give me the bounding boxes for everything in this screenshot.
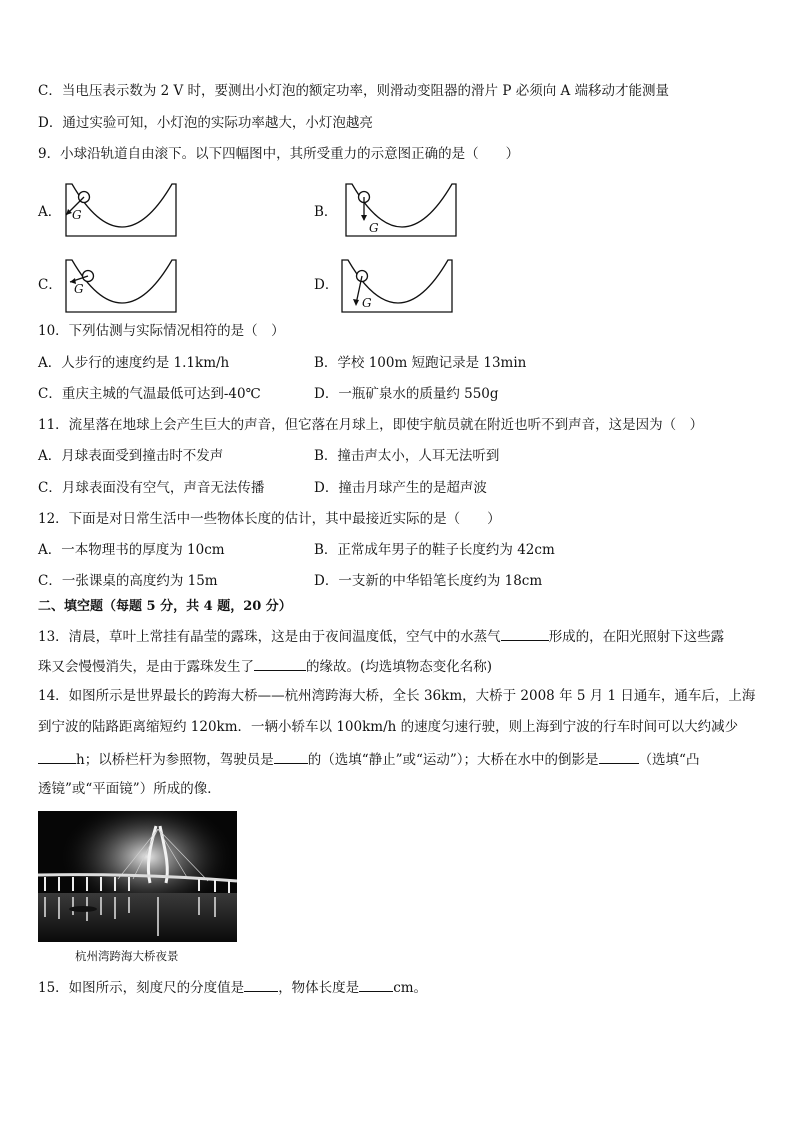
q10-option-b: B．学校 100m 短跑记录是 13min bbox=[314, 355, 527, 371]
q9-g-label-a: G bbox=[72, 208, 82, 222]
q13-text-2b: 的缘故。(均选填物态变化名称) bbox=[306, 659, 493, 675]
q8-option-d: D．通过实验可知，小灯泡的实际功率越大，小灯泡越亮 bbox=[38, 115, 373, 131]
q14-blank-3 bbox=[599, 749, 639, 764]
q14-text-3c: （选填“凸 bbox=[638, 752, 700, 768]
q15-text-a: 15．如图所示，刻度尺的分度值是 bbox=[38, 980, 245, 996]
q8-option-c: C．当电压表示数为 2 V 时，要测出小灯泡的额定功率，则滑动变阻器的滑片 P 必须向 A 端移动才能测量 bbox=[38, 83, 670, 99]
q14-blank-2 bbox=[274, 749, 308, 764]
q14-blank-1 bbox=[38, 749, 76, 764]
bridge-photo-caption: 杭州湾跨海大桥夜景 bbox=[75, 949, 179, 963]
q15-text-c: cm。 bbox=[393, 980, 428, 996]
q9-label-b: B． bbox=[314, 204, 338, 220]
q11-stem: 11．流星落在地球上会产生巨大的声音，但它落在月球上，即使宇航员就在附近也听不到声音，这是因为（ ） bbox=[38, 417, 704, 433]
q12-option-b: B．正常成年男子的鞋子长度约为 42cm bbox=[314, 542, 555, 558]
q9-g-label-b: G bbox=[369, 221, 379, 235]
q9-label-d: D． bbox=[314, 277, 339, 293]
q14-text-3a: h；以桥栏杆为参照物，驾驶员是 bbox=[76, 752, 274, 768]
q11-option-b: B．撞击声太小，人耳无法听到 bbox=[314, 448, 500, 464]
q10-stem: 10．下列估测与实际情况相符的是（ ） bbox=[38, 323, 285, 339]
section-title: 二、填空题（每题 5 分，共 4 题，20 分） bbox=[38, 599, 292, 614]
q15-text-b: ，物体长度是 bbox=[278, 980, 360, 996]
q13-blank-1 bbox=[501, 626, 549, 641]
q12-option-d: D．一支新的中华铅笔长度约为 18cm bbox=[314, 573, 543, 589]
q13-text-2a: 珠又会慢慢消失，是由于露珠发生了 bbox=[38, 659, 254, 675]
q9-g-label-d: G bbox=[362, 296, 372, 310]
q11-option-a: A．月球表面受到撞击时不发声 bbox=[38, 448, 224, 464]
q14-text-2: 到宁波的陆路距离缩短约 120km．一辆小轿车以 100km/h 的速度匀速行驶，则上海到宁波的行车时间可以大约减少 bbox=[38, 719, 739, 735]
bridge-night-photo bbox=[38, 811, 237, 942]
q13-text-1b: 形成的，在阳光照射下这些露 bbox=[548, 629, 725, 645]
q9-stem: 9．小球沿轨道自由滚下。以下四幅图中，其所受重力的示意图正确的是（ ） bbox=[38, 146, 520, 162]
q15-blank-1 bbox=[244, 977, 278, 992]
q9-label-a: A． bbox=[38, 204, 62, 220]
q12-option-a: A．一本物理书的厚度为 10cm bbox=[38, 542, 225, 558]
q9-g-label-c: G bbox=[74, 282, 84, 296]
q11-option-c: C．月球表面没有空气，声音无法传播 bbox=[38, 480, 265, 496]
q15-blank-2 bbox=[359, 977, 393, 992]
q14-text-4: 透镜”或“平面镜”）所成的像． bbox=[38, 781, 221, 797]
q12-option-c: C．一张课桌的高度约为 15m bbox=[38, 573, 218, 589]
q10-option-d: D．一瓶矿泉水的质量约 550g bbox=[314, 386, 499, 402]
q14-text-3b: 的（选填“静止”或“运动”）；大桥在水中的倒影是 bbox=[307, 752, 599, 768]
q12-stem: 12．下面是对日常生活中一些物体长度的估计，其中最接近实际的是（ ） bbox=[38, 511, 501, 527]
q10-option-c: C．重庆主城的气温最低可达到-40℃ bbox=[38, 386, 261, 402]
q9-diagram-d bbox=[338, 256, 458, 316]
q9-label-c: C． bbox=[38, 277, 62, 293]
q9-diagram-b bbox=[342, 180, 462, 240]
q14-text-1: 14．如图所示是世界最长的跨海大桥——杭州湾跨海大桥，全长 36km，大桥于 2008 年 5 月 1 日通车，通车后，上海 bbox=[38, 688, 756, 704]
q10-option-a: A．人步行的速度约是 1.1km/h bbox=[38, 355, 230, 371]
q11-option-d: D．撞击月球产生的是超声波 bbox=[314, 480, 487, 496]
q13-text-1a: 13．清晨，草叶上常挂有晶莹的露珠，这是由于夜间温度低，空气中的水蒸气 bbox=[38, 629, 501, 645]
q13-blank-2 bbox=[254, 656, 306, 671]
